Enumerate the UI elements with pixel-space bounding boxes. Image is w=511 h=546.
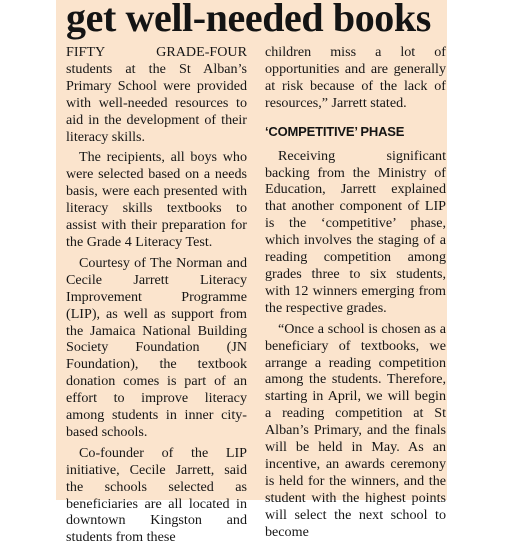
section-subheading: ‘COMPETITIVE’ PHASE: [265, 123, 405, 139]
article-column-2: [265, 44, 446, 540]
article-column-1: [66, 44, 247, 546]
paragraph: Courtesy of The Norman and Cecile Jarrett Literacy Improvement Programme (LIP), as well as support from the Jamaica National Building Society Foundation (JN Foundation), the textbook donation comes is part of an effort to improve literacy among students in inner city-based schools.: [66, 254, 247, 440]
newspaper-clipping: [56, 0, 447, 546]
paragraph: Co-founder of the LIP initiative, Cecile Jarrett, said the schools selected as beneficiaries are all located in downtown Kingston and students from these: [66, 444, 247, 546]
paragraph: Receiving significant backing from the Ministry of Education, Jarrett explained that another component of LIP is the ‘competitive’ phase, which involves the staging of a reading competition among grades three to six students, with 12 winners emerging from the respective grades.: [265, 147, 446, 316]
paragraph: The recipients, all boys who were selected based on a needs basis, were each presented with literacy skills textbooks to assist with their preparation for the Grade 4 Literacy Test.: [66, 149, 247, 250]
paragraph: “Once a school is chosen as a beneficiary of textbooks, we arrange a reading competition among the students. Therefore, starting in April, we will begin a reading competition at St Alban’s Primary, and the finals will be held in May. As an incentive, an awards ceremony is held for the winners, and the student with the highest points will select the next school to become: [265, 320, 446, 540]
paragraph: children miss a lot of opportunities and are generally at risk because of the lack of resources,” Jarrett stated.: [265, 44, 446, 111]
paragraph: FIFTY GRADE-FOUR students at the St Alban’s Primary School were provided with well-needed resources to aid in the development of their literacy skills.: [66, 44, 247, 145]
headline: get well-needed books: [66, 0, 431, 40]
